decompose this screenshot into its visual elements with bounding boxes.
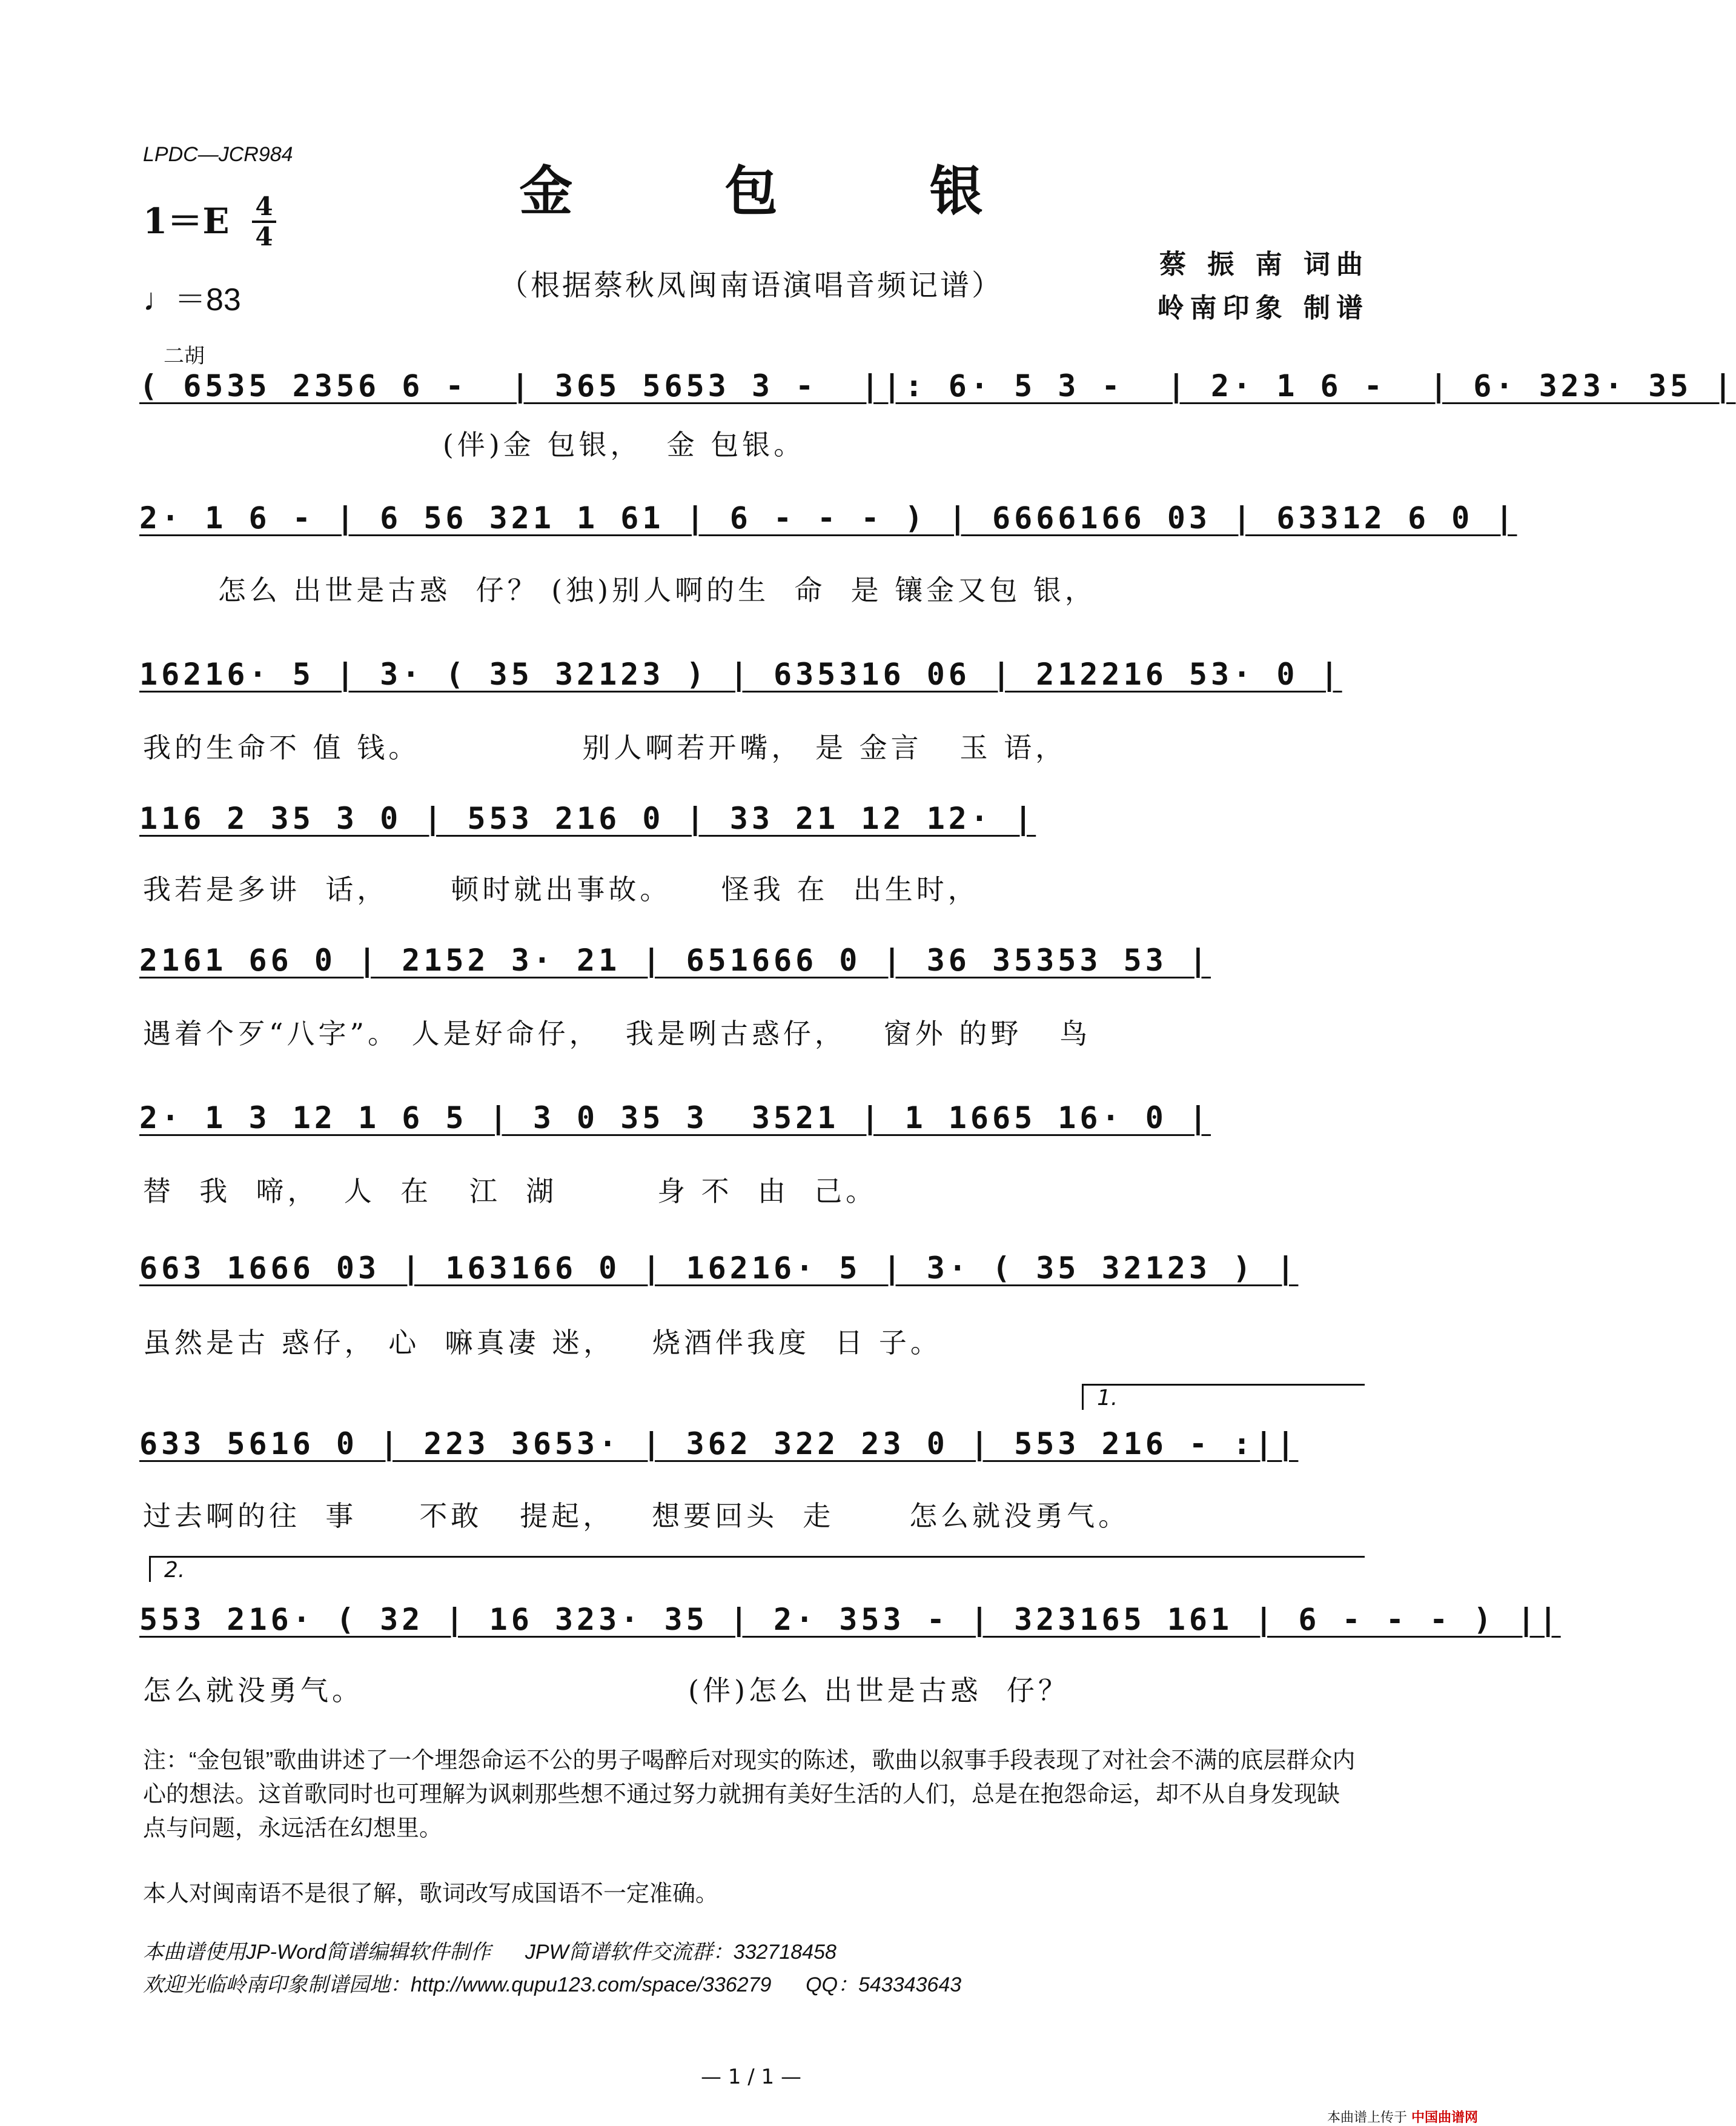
language-note: 本人对闽南语不是很了解，歌词改写成国语不一定准确。 xyxy=(143,1881,719,1907)
score-row-7-notes: 663 1666 03 | 163166 0 | 16216· 5 | 3· ( 35 32123 ) | xyxy=(139,1251,1299,1286)
arranger-credit: 岭南印象 制谱 xyxy=(1157,293,1369,324)
upload-badge xyxy=(1327,2107,1478,2126)
score-row-6-lyrics: 替 我 啼， 人 在 江 湖 身 不 由 己。 xyxy=(143,1175,878,1208)
footer-website-line: 欢迎光临岭南印象制谱园地：http://www.qupu123.com/space/336279 QQ：543343643 xyxy=(143,1973,962,1996)
first-ending-label: 1. xyxy=(1097,1386,1118,1410)
composer-credit: 蔡 振 南 词曲 xyxy=(1159,249,1369,280)
score-row-2-lyrics: 怎么 出世是古惑 仔？ (独)别人啊的生 命 是 镶金又包 银， xyxy=(143,574,1096,606)
key-signature: 1＝E xyxy=(143,201,230,242)
first-ending-bracket xyxy=(1082,1384,1365,1410)
score-code: LPDC—JCR984 xyxy=(143,143,293,166)
score-row-9-lyrics: 怎么就没勇气。 (伴)怎么 出世是古惑 仔？ xyxy=(143,1674,1070,1707)
footer-software-line: 本曲谱使用JP-Word简谱编辑软件制作 JPW简谱软件交流群：332718458 xyxy=(143,1941,837,1964)
score-row-1-notes: ( 6535 2356 6 - | 365 5653 3 - ||: 6· 5 3 - | 2· 1 6 - | 6· 323· 35 | xyxy=(139,368,1736,404)
site-brand: 中国曲谱网 xyxy=(1411,2110,1478,2125)
score-row-9-notes: 553 216· ( 32 | 16 323· 35 | 2· 353 - | 323165 161 | 6 - - - ) || xyxy=(139,1602,1561,1637)
score-row-3-lyrics: 我的生命不 值 钱。 别人啊若开嘴， 是 金言 玉 语， xyxy=(143,731,1067,764)
time-signature-bottom: 4 xyxy=(255,222,273,251)
instrument-label: 二胡 xyxy=(164,344,205,368)
score-row-1-lyrics: (伴)金 包银， 金 包银。 xyxy=(143,428,806,461)
subtitle: （根据蔡秋凤闽南语演唱音频记谱） xyxy=(499,268,1003,302)
score-row-8-notes: 633 5616 0 | 223 3653· | 362 322 23 0 | 553 216 - :|| xyxy=(139,1426,1299,1461)
score-row-6-notes: 2· 1 3 12 1 6 5 | 3 0 35 3 3521 | 1 1665 16· 0 | xyxy=(139,1100,1211,1135)
score-row-8-lyrics: 过去啊的往 事 不敢 提起， 想要回头 走 怎么就没勇气。 xyxy=(143,1500,1130,1532)
page-number: — 1 / 1 — xyxy=(701,2065,801,2089)
time-signature-top: 4 xyxy=(255,191,273,221)
song-title: 金 包 银 xyxy=(519,159,1050,222)
time-signature xyxy=(252,193,276,251)
tempo-mark: ♩＝83 xyxy=(143,282,241,317)
score-row-2-notes: 2· 1 6 - | 6 56 321 1 61 | 6 - - - ) | 6666166 03 | 63312 6 0 | xyxy=(139,500,1517,536)
score-row-5-lyrics: 遇着个歹“八字”。 人是好命仔， 我是咧古惑仔， 窗外 的野 鸟 xyxy=(143,1017,1092,1050)
song-note: 注：“金包银”歌曲讲述了一个埋怨命运不公的男子喝醉后对现实的陈述，歌曲以叙事手段表现了对社会不满的底层群众内心的想法。这首歌同时也可理解为讽刺那些想不通过努力就拥有美好生活的人们，总是在抱怨命运，却不从自身发现缺点与问题，永远活在幻想里。 xyxy=(143,1748,1356,1841)
score-row-5-notes: 2161 66 0 | 2152 3· 21 | 651666 0 | 36 35353 53 | xyxy=(139,943,1211,978)
score-row-4-notes: 116 2 35 3 0 | 553 216 0 | 33 21 12 12· | xyxy=(139,801,1036,836)
second-ending-bracket xyxy=(149,1556,1365,1582)
score-row-7-lyrics: 虽然是古 惑仔， 心 嘛真凄 迷， 烧酒伴我度 日 子。 xyxy=(143,1326,942,1359)
second-ending-label: 2. xyxy=(164,1558,185,1583)
score-row-3-notes: 16216· 5 | 3· ( 35 32123 ) | 635316 06 | 212216 53· 0 | xyxy=(139,657,1342,692)
upload-badge-text: 本曲谱上传于 xyxy=(1327,2110,1407,2125)
score-row-4-lyrics: 我若是多讲 话， 顿时就出事故。 怪我 在 出生时， xyxy=(143,873,979,906)
